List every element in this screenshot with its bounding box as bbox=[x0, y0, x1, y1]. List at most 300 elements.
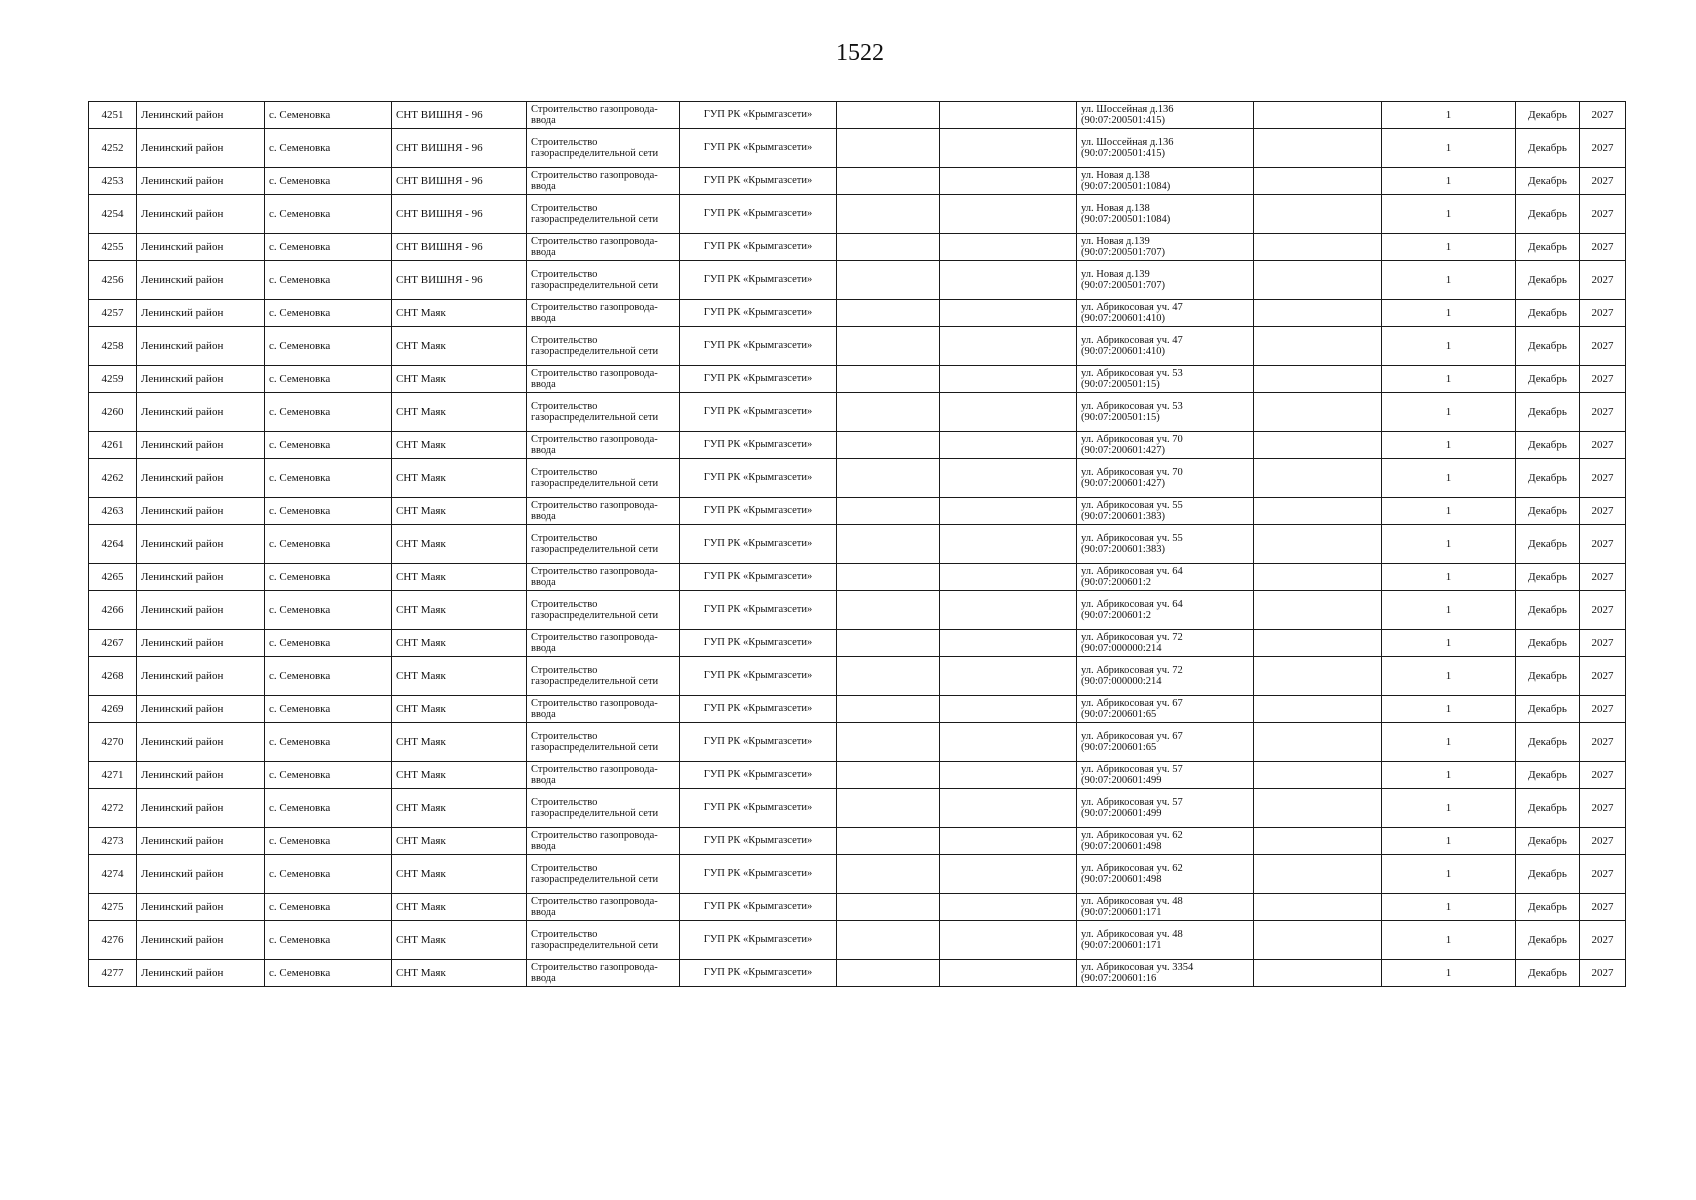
organization-cell: ГУП РК «Крымгазсети» bbox=[680, 459, 837, 498]
month-cell: Декабрь bbox=[1516, 960, 1580, 987]
row-number-cell: 4274 bbox=[89, 855, 137, 894]
address-street: ул. Абрикосовая уч. 53 bbox=[1081, 400, 1183, 412]
address-cell bbox=[1077, 261, 1254, 300]
work-type-cell: Строительство газопровода-ввода bbox=[527, 960, 680, 987]
quantity-cell: 1 bbox=[1382, 564, 1516, 591]
year-cell: 2027 bbox=[1580, 432, 1626, 459]
month-cell: Декабрь bbox=[1516, 234, 1580, 261]
empty-cell bbox=[837, 327, 940, 366]
row-number-cell: 4252 bbox=[89, 129, 137, 168]
empty-cell bbox=[837, 525, 940, 564]
district-cell: Ленинский район bbox=[137, 234, 265, 261]
empty-cell bbox=[1254, 921, 1382, 960]
work-type-cell: Строительство газораспределительной сети bbox=[527, 195, 680, 234]
address-cell bbox=[1077, 564, 1254, 591]
empty-cell bbox=[837, 234, 940, 261]
settlement-cell: с. Семеновка bbox=[265, 894, 392, 921]
month-cell: Декабрь bbox=[1516, 327, 1580, 366]
settlement-cell: с. Семеновка bbox=[265, 459, 392, 498]
quantity-cell: 1 bbox=[1382, 129, 1516, 168]
work-type-cell: Строительство газораспределительной сети bbox=[527, 921, 680, 960]
table-row bbox=[89, 498, 1626, 525]
organization-cell: ГУП РК «Крымгазсети» bbox=[680, 591, 837, 630]
work-type-cell: Строительство газопровода-ввода bbox=[527, 828, 680, 855]
district-cell: Ленинский район bbox=[137, 459, 265, 498]
empty-cell bbox=[1254, 960, 1382, 987]
empty-cell bbox=[940, 393, 1077, 432]
quantity-cell: 1 bbox=[1382, 327, 1516, 366]
cadastral-number: (90:07:200601:499 bbox=[1081, 775, 1162, 786]
work-type-cell: Строительство газораспределительной сети bbox=[527, 261, 680, 300]
work-type-cell: Строительство газораспределительной сети bbox=[527, 723, 680, 762]
empty-cell bbox=[1254, 591, 1382, 630]
row-number-cell: 4262 bbox=[89, 459, 137, 498]
month-cell: Декабрь bbox=[1516, 102, 1580, 129]
settlement-cell: с. Семеновка bbox=[265, 234, 392, 261]
work-type-cell: Строительство газораспределительной сети bbox=[527, 855, 680, 894]
table-row bbox=[89, 300, 1626, 327]
empty-cell bbox=[940, 564, 1077, 591]
organization-cell: ГУП РК «Крымгазсети» bbox=[680, 327, 837, 366]
empty-cell bbox=[1254, 828, 1382, 855]
year-cell: 2027 bbox=[1580, 366, 1626, 393]
row-number-cell: 4251 bbox=[89, 102, 137, 129]
table-row bbox=[89, 921, 1626, 960]
empty-cell bbox=[940, 168, 1077, 195]
month-cell: Декабрь bbox=[1516, 195, 1580, 234]
empty-cell bbox=[837, 129, 940, 168]
snt-cell: СНТ Маяк bbox=[392, 366, 527, 393]
snt-cell: СНТ Маяк bbox=[392, 921, 527, 960]
month-cell: Декабрь bbox=[1516, 393, 1580, 432]
organization-cell: ГУП РК «Крымгазсети» bbox=[680, 102, 837, 129]
cadastral-number: (90:07:200601:427) bbox=[1081, 478, 1165, 489]
empty-cell bbox=[1254, 366, 1382, 393]
address-street: ул. Новая д.138 bbox=[1081, 169, 1150, 181]
address-cell bbox=[1077, 696, 1254, 723]
table-row bbox=[89, 723, 1626, 762]
row-number-cell: 4273 bbox=[89, 828, 137, 855]
empty-cell bbox=[1254, 393, 1382, 432]
cadastral-number: (90:07:200601:499 bbox=[1081, 808, 1162, 819]
empty-cell bbox=[837, 855, 940, 894]
address-street: ул. Абрикосовая уч. 53 bbox=[1081, 367, 1183, 379]
address-street: ул. Абрикосовая уч. 48 bbox=[1081, 895, 1183, 907]
organization-cell: ГУП РК «Крымгазсети» bbox=[680, 723, 837, 762]
snt-cell: СНТ Маяк bbox=[392, 762, 527, 789]
month-cell: Декабрь bbox=[1516, 657, 1580, 696]
cadastral-number: (90:07:200501:1084) bbox=[1081, 214, 1171, 225]
month-cell: Декабрь bbox=[1516, 723, 1580, 762]
table-row bbox=[89, 696, 1626, 723]
row-number-cell: 4275 bbox=[89, 894, 137, 921]
district-cell: Ленинский район bbox=[137, 366, 265, 393]
work-type-cell: Строительство газопровода-ввода bbox=[527, 630, 680, 657]
address-street: ул. Абрикосовая уч. 47 bbox=[1081, 301, 1183, 313]
year-cell: 2027 bbox=[1580, 129, 1626, 168]
row-number-cell: 4272 bbox=[89, 789, 137, 828]
year-cell: 2027 bbox=[1580, 327, 1626, 366]
empty-cell bbox=[837, 564, 940, 591]
work-type-cell: Строительство газопровода-ввода bbox=[527, 894, 680, 921]
empty-cell bbox=[940, 327, 1077, 366]
address-cell bbox=[1077, 921, 1254, 960]
quantity-cell: 1 bbox=[1382, 498, 1516, 525]
empty-cell bbox=[1254, 195, 1382, 234]
quantity-cell: 1 bbox=[1382, 234, 1516, 261]
table-row bbox=[89, 591, 1626, 630]
table-row bbox=[89, 459, 1626, 498]
empty-cell bbox=[1254, 789, 1382, 828]
empty-cell bbox=[940, 894, 1077, 921]
cadastral-number: (90:07:200601:171 bbox=[1081, 940, 1162, 951]
empty-cell bbox=[837, 657, 940, 696]
table-row bbox=[89, 195, 1626, 234]
month-cell: Декабрь bbox=[1516, 828, 1580, 855]
cadastral-number: (90:07:200601:2 bbox=[1081, 610, 1151, 621]
district-cell: Ленинский район bbox=[137, 696, 265, 723]
organization-cell: ГУП РК «Крымгазсети» bbox=[680, 195, 837, 234]
quantity-cell: 1 bbox=[1382, 762, 1516, 789]
district-cell: Ленинский район bbox=[137, 261, 265, 300]
district-cell: Ленинский район bbox=[137, 789, 265, 828]
address-street: ул. Абрикосовая уч. 70 bbox=[1081, 466, 1183, 478]
row-number-cell: 4259 bbox=[89, 366, 137, 393]
address-street: ул. Абрикосовая уч. 62 bbox=[1081, 862, 1183, 874]
month-cell: Декабрь bbox=[1516, 432, 1580, 459]
address-street: ул. Абрикосовая уч. 72 bbox=[1081, 631, 1183, 643]
month-cell: Декабрь bbox=[1516, 129, 1580, 168]
address-street: ул. Абрикосовая уч. 72 bbox=[1081, 664, 1183, 676]
row-number-cell: 4271 bbox=[89, 762, 137, 789]
empty-cell bbox=[1254, 723, 1382, 762]
cadastral-number: (90:07:000000:214 bbox=[1081, 643, 1162, 654]
cadastral-number: (90:07:200601:498 bbox=[1081, 874, 1162, 885]
work-type-cell: Строительство газопровода-ввода bbox=[527, 564, 680, 591]
table-row bbox=[89, 393, 1626, 432]
empty-cell bbox=[940, 921, 1077, 960]
empty-cell bbox=[1254, 129, 1382, 168]
cadastral-number: (90:07:200501:707) bbox=[1081, 247, 1165, 258]
settlement-cell: с. Семеновка bbox=[265, 762, 392, 789]
snt-cell: СНТ Маяк bbox=[392, 723, 527, 762]
address-cell bbox=[1077, 591, 1254, 630]
empty-cell bbox=[1254, 498, 1382, 525]
snt-cell: СНТ Маяк bbox=[392, 327, 527, 366]
settlement-cell: с. Семеновка bbox=[265, 327, 392, 366]
empty-cell bbox=[940, 723, 1077, 762]
snt-cell: СНТ Маяк bbox=[392, 828, 527, 855]
quantity-cell: 1 bbox=[1382, 894, 1516, 921]
empty-cell bbox=[837, 762, 940, 789]
empty-cell bbox=[940, 960, 1077, 987]
empty-cell bbox=[940, 195, 1077, 234]
organization-cell: ГУП РК «Крымгазсети» bbox=[680, 129, 837, 168]
empty-cell bbox=[1254, 564, 1382, 591]
empty-cell bbox=[1254, 327, 1382, 366]
quantity-cell: 1 bbox=[1382, 432, 1516, 459]
table-row bbox=[89, 432, 1626, 459]
snt-cell: СНТ Маяк bbox=[392, 630, 527, 657]
settlement-cell: с. Семеновка bbox=[265, 168, 392, 195]
work-type-cell: Строительство газораспределительной сети bbox=[527, 327, 680, 366]
snt-cell: СНТ Маяк bbox=[392, 498, 527, 525]
address-cell bbox=[1077, 393, 1254, 432]
district-cell: Ленинский район bbox=[137, 393, 265, 432]
address-street: ул. Абрикосовая уч. 64 bbox=[1081, 565, 1183, 577]
settlement-cell: с. Семеновка bbox=[265, 591, 392, 630]
snt-cell: СНТ ВИШНЯ - 96 bbox=[392, 102, 527, 129]
table-row bbox=[89, 789, 1626, 828]
year-cell: 2027 bbox=[1580, 498, 1626, 525]
empty-cell bbox=[837, 630, 940, 657]
district-cell: Ленинский район bbox=[137, 129, 265, 168]
work-type-cell: Строительство газопровода-ввода bbox=[527, 102, 680, 129]
organization-cell: ГУП РК «Крымгазсети» bbox=[680, 300, 837, 327]
empty-cell bbox=[837, 366, 940, 393]
row-number-cell: 4264 bbox=[89, 525, 137, 564]
snt-cell: СНТ Маяк bbox=[392, 591, 527, 630]
empty-cell bbox=[940, 657, 1077, 696]
settlement-cell: с. Семеновка bbox=[265, 855, 392, 894]
row-number-cell: 4263 bbox=[89, 498, 137, 525]
empty-cell bbox=[837, 591, 940, 630]
snt-cell: СНТ Маяк bbox=[392, 300, 527, 327]
district-cell: Ленинский район bbox=[137, 630, 265, 657]
address-cell bbox=[1077, 894, 1254, 921]
year-cell: 2027 bbox=[1580, 393, 1626, 432]
quantity-cell: 1 bbox=[1382, 102, 1516, 129]
year-cell: 2027 bbox=[1580, 657, 1626, 696]
work-type-cell: Строительство газораспределительной сети bbox=[527, 591, 680, 630]
empty-cell bbox=[940, 591, 1077, 630]
year-cell: 2027 bbox=[1580, 261, 1626, 300]
cadastral-number: (90:07:200601:65 bbox=[1081, 709, 1157, 720]
year-cell: 2027 bbox=[1580, 168, 1626, 195]
snt-cell: СНТ Маяк bbox=[392, 432, 527, 459]
empty-cell bbox=[940, 525, 1077, 564]
address-cell bbox=[1077, 762, 1254, 789]
settlement-cell: с. Семеновка bbox=[265, 300, 392, 327]
empty-cell bbox=[940, 459, 1077, 498]
empty-cell bbox=[837, 195, 940, 234]
organization-cell: ГУП РК «Крымгазсети» bbox=[680, 894, 837, 921]
snt-cell: СНТ Маяк bbox=[392, 564, 527, 591]
address-street: ул. Шоссейная д.136 bbox=[1081, 136, 1174, 148]
cadastral-number: (90:07:200601:410) bbox=[1081, 346, 1165, 357]
empty-cell bbox=[940, 102, 1077, 129]
organization-cell: ГУП РК «Крымгазсети» bbox=[680, 762, 837, 789]
settlement-cell: с. Семеновка bbox=[265, 657, 392, 696]
empty-cell bbox=[940, 234, 1077, 261]
empty-cell bbox=[1254, 168, 1382, 195]
cadastral-number: (90:07:200501:707) bbox=[1081, 280, 1165, 291]
organization-cell: ГУП РК «Крымгазсети» bbox=[680, 789, 837, 828]
works-table bbox=[88, 101, 1626, 987]
settlement-cell: с. Семеновка bbox=[265, 630, 392, 657]
snt-cell: СНТ ВИШНЯ - 96 bbox=[392, 261, 527, 300]
month-cell: Декабрь bbox=[1516, 564, 1580, 591]
snt-cell: СНТ Маяк bbox=[392, 789, 527, 828]
snt-cell: СНТ Маяк bbox=[392, 525, 527, 564]
month-cell: Декабрь bbox=[1516, 696, 1580, 723]
address-cell bbox=[1077, 195, 1254, 234]
empty-cell bbox=[940, 762, 1077, 789]
settlement-cell: с. Семеновка bbox=[265, 921, 392, 960]
month-cell: Декабрь bbox=[1516, 498, 1580, 525]
year-cell: 2027 bbox=[1580, 921, 1626, 960]
year-cell: 2027 bbox=[1580, 591, 1626, 630]
work-type-cell: Строительство газопровода-ввода bbox=[527, 366, 680, 393]
quantity-cell: 1 bbox=[1382, 366, 1516, 393]
empty-cell bbox=[1254, 234, 1382, 261]
empty-cell bbox=[1254, 459, 1382, 498]
empty-cell bbox=[1254, 762, 1382, 789]
snt-cell: СНТ Маяк bbox=[392, 393, 527, 432]
district-cell: Ленинский район bbox=[137, 168, 265, 195]
address-cell bbox=[1077, 459, 1254, 498]
quantity-cell: 1 bbox=[1382, 393, 1516, 432]
year-cell: 2027 bbox=[1580, 789, 1626, 828]
settlement-cell: с. Семеновка bbox=[265, 261, 392, 300]
address-cell bbox=[1077, 723, 1254, 762]
settlement-cell: с. Семеновка bbox=[265, 432, 392, 459]
row-number-cell: 4268 bbox=[89, 657, 137, 696]
table-row bbox=[89, 168, 1626, 195]
row-number-cell: 4265 bbox=[89, 564, 137, 591]
empty-cell bbox=[940, 432, 1077, 459]
row-number-cell: 4260 bbox=[89, 393, 137, 432]
district-cell: Ленинский район bbox=[137, 855, 265, 894]
district-cell: Ленинский район bbox=[137, 102, 265, 129]
organization-cell: ГУП РК «Крымгазсети» bbox=[680, 525, 837, 564]
address-cell bbox=[1077, 327, 1254, 366]
empty-cell bbox=[1254, 696, 1382, 723]
address-cell bbox=[1077, 102, 1254, 129]
table-row bbox=[89, 630, 1626, 657]
address-street: ул. Абрикосовая уч. 67 bbox=[1081, 697, 1183, 709]
district-cell: Ленинский район bbox=[137, 762, 265, 789]
empty-cell bbox=[940, 828, 1077, 855]
work-type-cell: Строительство газораспределительной сети bbox=[527, 129, 680, 168]
address-cell bbox=[1077, 960, 1254, 987]
quantity-cell: 1 bbox=[1382, 591, 1516, 630]
settlement-cell: с. Семеновка bbox=[265, 696, 392, 723]
snt-cell: СНТ Маяк bbox=[392, 657, 527, 696]
empty-cell bbox=[940, 366, 1077, 393]
row-number-cell: 4257 bbox=[89, 300, 137, 327]
table-row bbox=[89, 762, 1626, 789]
district-cell: Ленинский район bbox=[137, 327, 265, 366]
organization-cell: ГУП РК «Крымгазсети» bbox=[680, 432, 837, 459]
empty-cell bbox=[837, 102, 940, 129]
district-cell: Ленинский район bbox=[137, 921, 265, 960]
snt-cell: СНТ ВИШНЯ - 96 bbox=[392, 168, 527, 195]
district-cell: Ленинский район bbox=[137, 657, 265, 696]
organization-cell: ГУП РК «Крымгазсети» bbox=[680, 366, 837, 393]
month-cell: Декабрь bbox=[1516, 591, 1580, 630]
table-body bbox=[89, 102, 1626, 987]
cadastral-number: (90:07:200501:15) bbox=[1081, 412, 1160, 423]
month-cell: Декабрь bbox=[1516, 261, 1580, 300]
work-type-cell: Строительство газораспределительной сети bbox=[527, 459, 680, 498]
address-cell bbox=[1077, 234, 1254, 261]
address-street: ул. Абрикосовая уч. 57 bbox=[1081, 796, 1183, 808]
quantity-cell: 1 bbox=[1382, 525, 1516, 564]
month-cell: Декабрь bbox=[1516, 762, 1580, 789]
empty-cell bbox=[940, 789, 1077, 828]
quantity-cell: 1 bbox=[1382, 630, 1516, 657]
settlement-cell: с. Семеновка bbox=[265, 366, 392, 393]
district-cell: Ленинский район bbox=[137, 591, 265, 630]
address-cell bbox=[1077, 789, 1254, 828]
district-cell: Ленинский район bbox=[137, 525, 265, 564]
quantity-cell: 1 bbox=[1382, 921, 1516, 960]
row-number-cell: 4261 bbox=[89, 432, 137, 459]
year-cell: 2027 bbox=[1580, 564, 1626, 591]
address-cell bbox=[1077, 300, 1254, 327]
district-cell: Ленинский район bbox=[137, 432, 265, 459]
row-number-cell: 4255 bbox=[89, 234, 137, 261]
table-row bbox=[89, 234, 1626, 261]
row-number-cell: 4269 bbox=[89, 696, 137, 723]
snt-cell: СНТ Маяк bbox=[392, 894, 527, 921]
empty-cell bbox=[837, 828, 940, 855]
empty-cell bbox=[940, 696, 1077, 723]
district-cell: Ленинский район bbox=[137, 960, 265, 987]
settlement-cell: с. Семеновка bbox=[265, 393, 392, 432]
snt-cell: СНТ ВИШНЯ - 96 bbox=[392, 195, 527, 234]
quantity-cell: 1 bbox=[1382, 828, 1516, 855]
district-cell: Ленинский район bbox=[137, 564, 265, 591]
settlement-cell: с. Семеновка bbox=[265, 960, 392, 987]
table-row bbox=[89, 102, 1626, 129]
settlement-cell: с. Семеновка bbox=[265, 564, 392, 591]
address-cell bbox=[1077, 432, 1254, 459]
organization-cell: ГУП РК «Крымгазсети» bbox=[680, 168, 837, 195]
settlement-cell: с. Семеновка bbox=[265, 789, 392, 828]
organization-cell: ГУП РК «Крымгазсети» bbox=[680, 234, 837, 261]
year-cell: 2027 bbox=[1580, 828, 1626, 855]
cadastral-number: (90:07:200601:498 bbox=[1081, 841, 1162, 852]
address-street: ул. Абрикосовая уч. 57 bbox=[1081, 763, 1183, 775]
page-number: 1522 bbox=[836, 40, 884, 66]
district-cell: Ленинский район bbox=[137, 894, 265, 921]
empty-cell bbox=[837, 300, 940, 327]
row-number-cell: 4253 bbox=[89, 168, 137, 195]
cadastral-number: (90:07:000000:214 bbox=[1081, 676, 1162, 687]
table-row bbox=[89, 828, 1626, 855]
empty-cell bbox=[837, 432, 940, 459]
empty-cell bbox=[1254, 894, 1382, 921]
address-cell bbox=[1077, 129, 1254, 168]
organization-cell: ГУП РК «Крымгазсети» bbox=[680, 261, 837, 300]
work-type-cell: Строительство газораспределительной сети bbox=[527, 789, 680, 828]
address-street: ул. Абрикосовая уч. 55 bbox=[1081, 499, 1183, 511]
quantity-cell: 1 bbox=[1382, 300, 1516, 327]
empty-cell bbox=[1254, 261, 1382, 300]
address-cell bbox=[1077, 855, 1254, 894]
organization-cell: ГУП РК «Крымгазсети» bbox=[680, 630, 837, 657]
table-row bbox=[89, 960, 1626, 987]
address-street: ул. Новая д.139 bbox=[1081, 268, 1150, 280]
year-cell: 2027 bbox=[1580, 855, 1626, 894]
row-number-cell: 4267 bbox=[89, 630, 137, 657]
empty-cell bbox=[1254, 657, 1382, 696]
organization-cell: ГУП РК «Крымгазсети» bbox=[680, 696, 837, 723]
table-row bbox=[89, 657, 1626, 696]
empty-cell bbox=[940, 498, 1077, 525]
